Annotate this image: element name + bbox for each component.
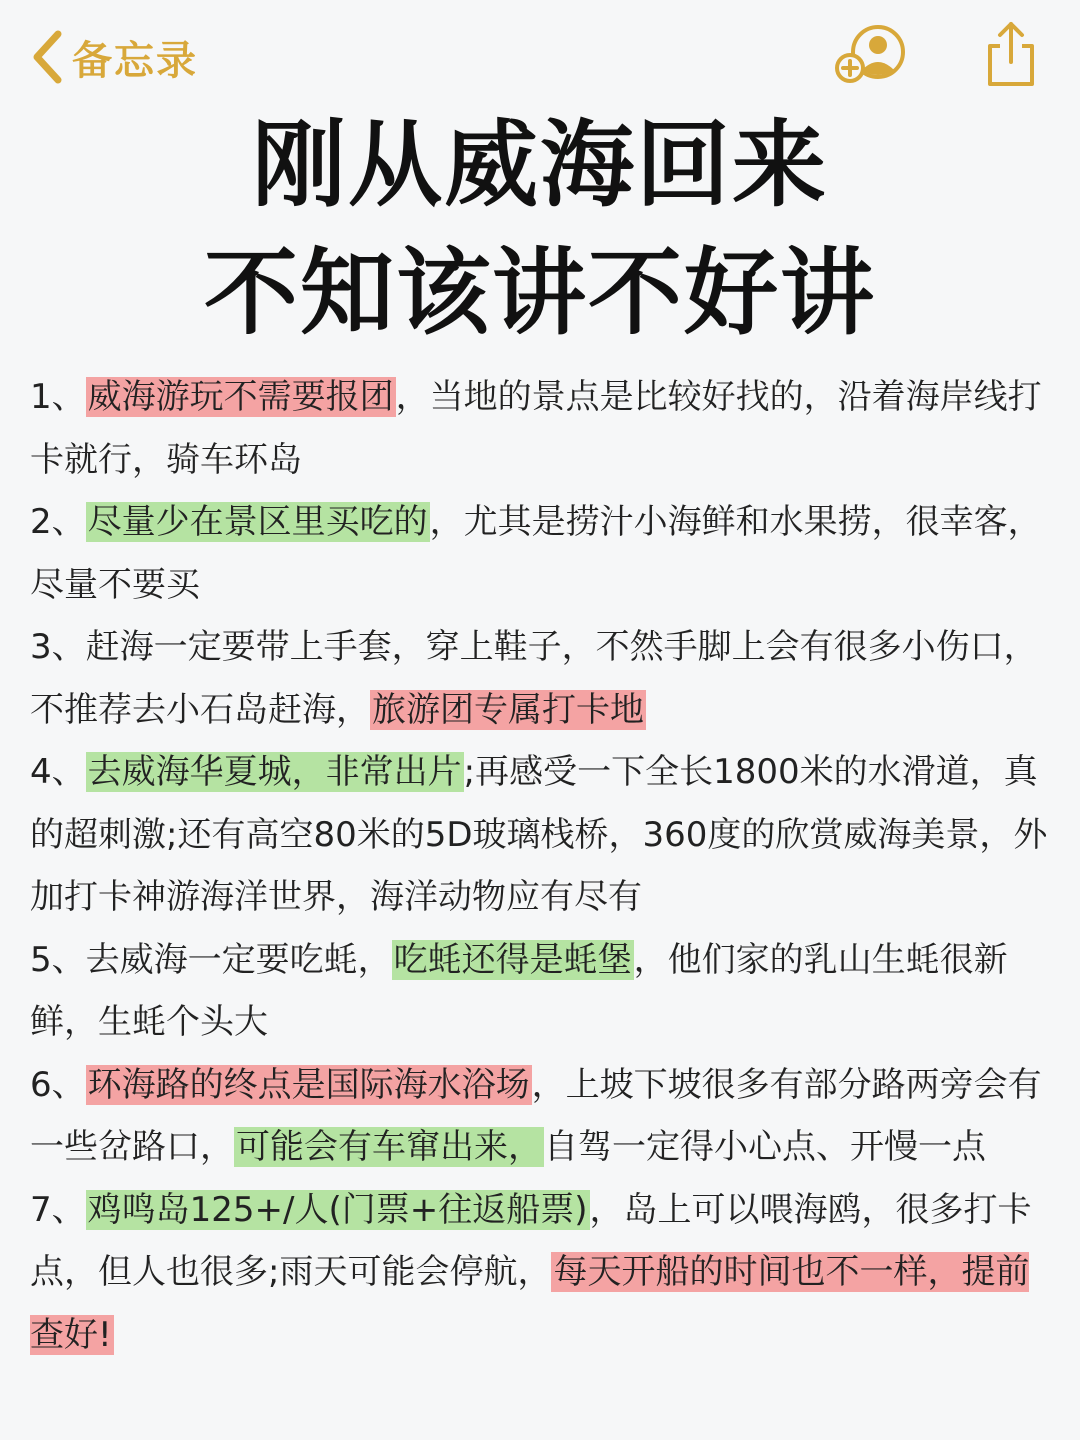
text-segment: 4、 xyxy=(30,752,86,792)
list-item xyxy=(30,1054,1050,1179)
text-segment: 7、 xyxy=(30,1189,86,1230)
add-collaborator-button[interactable] xyxy=(834,24,910,88)
text-segment: 2、 xyxy=(30,502,86,542)
text-segment: ，尤其是捞汁小海鲜和水果捞，很幸客，尽量不要买 xyxy=(30,502,1042,605)
highlighted-text: 尽量少在景区里买吃的 xyxy=(87,502,428,542)
list-item xyxy=(30,1179,1050,1367)
title-line-1: 刚从威海回来 xyxy=(251,111,828,220)
highlighted-text: 环海路的终点是国际海水浴场 xyxy=(87,1064,530,1105)
text-segment: 3、赶海一定要带上手套，穿上鞋子，不然手脚上会有很多小伤口，不推荐去小石岛赶海， xyxy=(30,627,1038,730)
text-segment: 1、 xyxy=(30,377,86,417)
list-item xyxy=(30,616,1050,741)
highlighted-text: 每天开船的时间也不一样，提前查好! xyxy=(30,1252,1030,1355)
note-body[interactable] xyxy=(30,366,1050,1366)
text-segment: ，上坡下坡很多有部分路两旁会有一些岔路口， xyxy=(30,1064,1042,1167)
text-segment: ;再感受一下全长1800米的水滑道，真的超刺激;还有高空80米的5D玻璃栈桥，360度的欣赏威海美景，外加打卡神游海洋世界，海洋动物应有尽有 xyxy=(30,752,1048,917)
highlighted-text: 威海游玩不需要报团 xyxy=(87,377,394,417)
text-segment: 5、去威海一定要吃蚝， xyxy=(30,939,392,980)
navigation-bar xyxy=(0,0,1080,110)
note-title xyxy=(0,102,1080,358)
chevron-left-icon xyxy=(30,29,64,85)
text-segment: ，当地的景点是比较好找的，沿着海岸线打卡就行，骑车环岛 xyxy=(30,377,1042,480)
list-item xyxy=(30,929,1050,1054)
highlighted-text: 鸡鸣岛125+/人(门票+往返船票) xyxy=(87,1189,588,1230)
add-collaborator-icon xyxy=(834,73,910,92)
highlighted-text: 去威海华夏城，非常出片 xyxy=(87,752,462,792)
back-label: 备忘录 xyxy=(72,37,198,84)
list-item xyxy=(30,741,1050,929)
share-icon xyxy=(980,75,1042,94)
list-item xyxy=(30,491,1050,616)
text-segment: ，岛上可以喂海鸥，很多打卡点，但人也很多;雨天可能会停航， xyxy=(30,1189,1032,1292)
back-button[interactable] xyxy=(30,22,198,92)
share-button[interactable] xyxy=(980,20,1042,90)
highlighted-text: 旅游团专属打卡地 xyxy=(372,689,644,730)
highlighted-text: 吃蚝还得是蚝堡 xyxy=(393,939,632,980)
text-segment: ，他们家的乳山生蚝很新鲜，生蚝个头大 xyxy=(30,939,1008,1042)
title-line-2: 不知该讲不好讲 xyxy=(203,239,876,348)
text-segment: 6、 xyxy=(30,1064,86,1105)
list-item xyxy=(30,366,1050,491)
highlighted-text: 可能会有车窜出来， xyxy=(236,1127,542,1167)
text-segment: 自驾一定得小心点、开慢一点 xyxy=(544,1127,986,1167)
